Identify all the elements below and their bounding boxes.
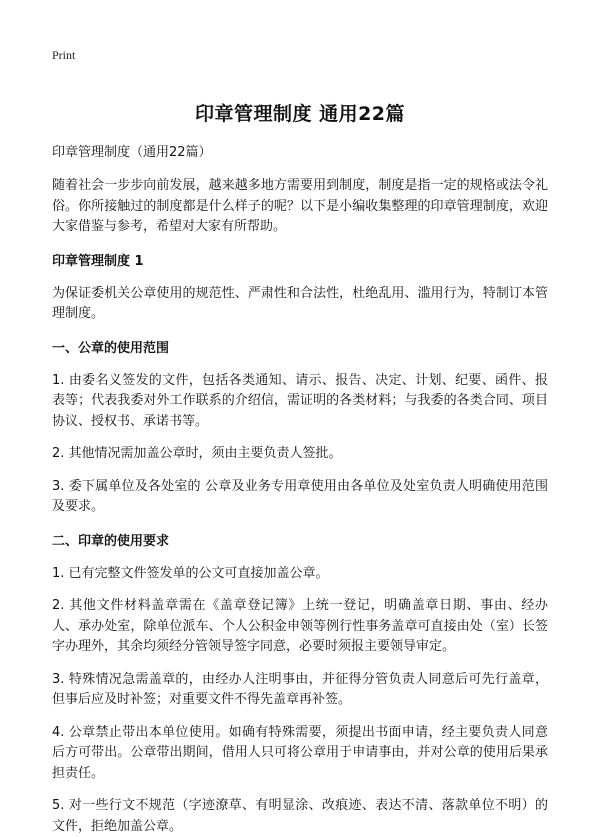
section-1-heading: 印章管理制度 1 [52,253,144,269]
document-subtitle: 印章管理制度（通用22篇） [52,145,212,160]
part-2-item-4: 4. 公章禁止带出本单位使用。如确有特殊需要，须提出书面申请，经主要负责人同意后方可带出。公章带出期间，借用人只可将公章用于申请事由，并对公章的使用后果承担责任。 [52,724,548,781]
part-2-item-1: 1. 已有完整文件签发单的公文可直接加盖公章。 [52,565,329,581]
part-2-item-3: 3. 特殊情况急需盖章的，由经办人注明事由，并征得分管负责人同意后可先行盖章，但事后应及时补签；对重要文件不得先盖章再补签。 [52,671,548,707]
part-1-item-2: 2. 其他情况需加盖公章时，须由主要负责人签批。 [52,446,342,461]
part-1-item-3: 3. 委下属单位及各处室的 公章及业务专用章使用由各单位及处室负责人明确使用范围及要求。 [52,478,548,514]
part-2-item-5: 5. 对一些行文不规范（字迹潦草、有明显涂、改痕迹、表达不清、落款单位不明）的文件，拒绝加盖公章。 [52,798,548,834]
part-2-heading: 二、印章的使用要求 [52,533,170,549]
section-1-intro-paragraph: 为保证委机关公章使用的规范性、严肃性和合法性，杜绝乱用、滥用行为，特制订本管理制度。 [52,285,548,321]
part-1-heading: 一、公章的使用范围 [52,340,170,356]
part-1-item-1: 1. 由委名义签发的文件，包括各类通知、请示、报告、决定、计划、纪要、函件、报表等；代表我委对外工作联系的介绍信，需证明的各类材料；与我委的各类合同、项目协议、授权书、承诺书等。 [52,372,548,429]
page-title: 印章管理制度 通用22篇 [194,103,406,125]
print-link[interactable]: Print [52,48,76,62]
intro-paragraph: 随着社会一步步向前发展，越来越多地方需要用到制度，制度是指一定的规格或法令礼俗。你所接触过的制度都是什么样子的呢？以下是小编收集整理的印章管理制度，欢迎大家借鉴与参考，希望对大家有所帮助。 [52,178,548,234]
part-2-item-2: 2. 其他文件材料盖章需在《盖章登记簿》上统一登记，明确盖章日期、事由、经办人、承办处室，除单位派车、个人公积金申领等例行性事务盖章可直接由处（室）长签字办理外，其余均须经分管领导签字同意，必要时须报主要领导审定。 [52,598,548,654]
